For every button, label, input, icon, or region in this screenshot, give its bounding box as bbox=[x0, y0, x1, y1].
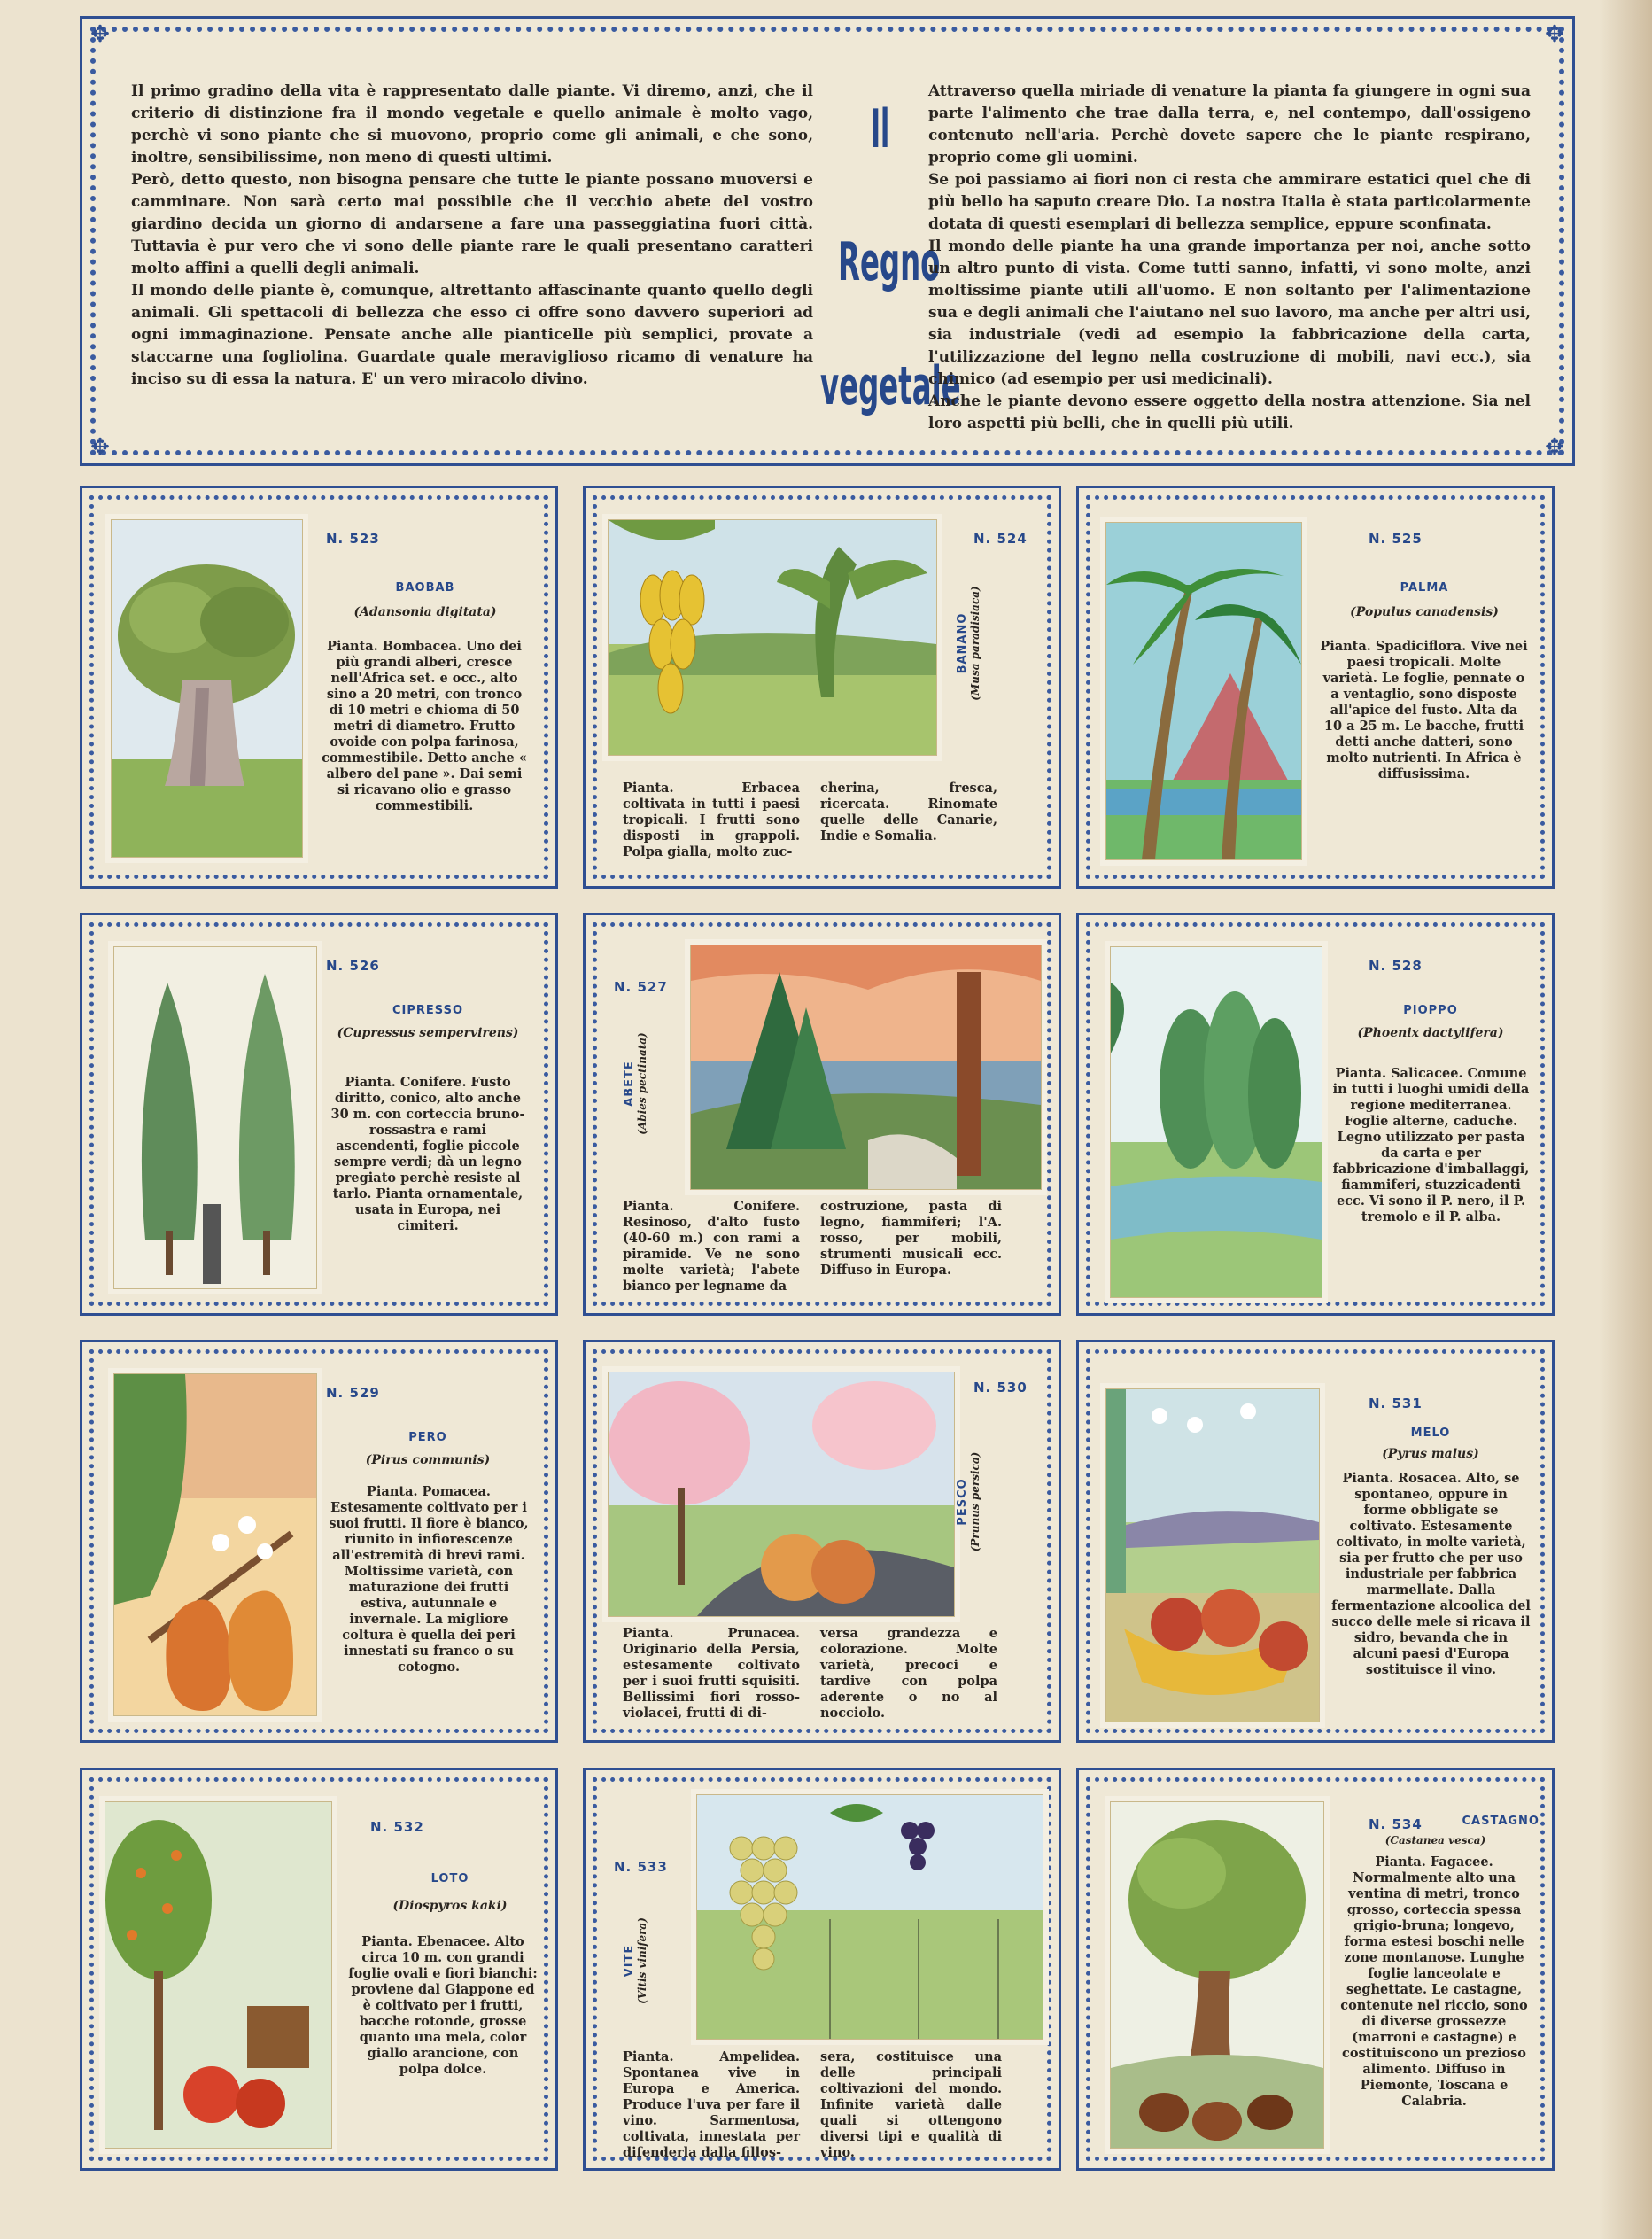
persimmon-illustration bbox=[105, 1801, 332, 2149]
page-title bbox=[820, 98, 961, 444]
sticker-card-pioppo bbox=[1076, 913, 1555, 1316]
plant-name: ABETE bbox=[623, 1061, 636, 1107]
sticker-card-castagno bbox=[1076, 1768, 1555, 2171]
grape-illustration bbox=[696, 1794, 1043, 2040]
intro-panel bbox=[80, 16, 1575, 466]
sticker-card-vite bbox=[583, 1768, 1061, 2171]
apple-illustration bbox=[1105, 1388, 1320, 1722]
sticker-card-pero bbox=[80, 1340, 558, 1743]
plant-description: Pianta. Erbacea coltivata in tutti i paesi tropicali. I frutti sono disposti in grappoli. Polpa gialla, molto zuc- bbox=[623, 781, 800, 859]
plant-latin-name: (Musa paradisiaca) bbox=[969, 586, 981, 701]
intro-paragraph: Però, detto questo, non bisogna pensare che tutte le piante possano muoversi e camminare. Non sarà certo mai possibile che il vecchio abete del vostro giardino decida un giorno di andarsene a fare una passeggiatina fuori città. Tuttavia è pur vero che vi sono delle piante rare le quali presentano caratteri molto affini a quelli degli animali. bbox=[131, 171, 813, 277]
palm-illustration bbox=[1105, 522, 1302, 860]
intro-paragraph: Il primo gradino della vita è rappresentato dalle piante. Vi diremo, anzi, che il criterio di distinzione fra il mondo vegetale e quello animale è molto vago, perchè vi sono piante che si muovono, proprio come gli animali, e che sono, inoltre, sensibilissime, non meno di questi ultimi. bbox=[131, 82, 813, 167]
plant-latin-name: (Pirus communis) bbox=[365, 1453, 491, 1467]
plant-description: Pianta. Ebenacee. Alto circa 10 m. con grandi foglie ovali e fiori bianchi: proviene dal Giappone ed è coltivato per i frutti, bacche rotonde, grosse quanto una mela, color giallo arancione, con polpa dolce. bbox=[348, 1934, 538, 2077]
banana-illustration bbox=[608, 519, 937, 756]
vertical-plant-label bbox=[623, 995, 648, 1172]
plant-description: Pianta. Fagacee. Normalmente alto una ventina di metri, tronco grosso, corteccia spessa grigio-bruna; longevo, forma estesi boschi nelle zone montanose. Lunghe foglie lanceolate e seghettate. Le castagne, contenute nel riccio, sono di diverse grossezze (marroni e castagne) e costituiscono un prezioso alimento. Diffuso in Piemonte, Toscana e Calabria. bbox=[1340, 1854, 1528, 2109]
title-line: Regno bbox=[838, 231, 941, 293]
card-number: N. 528 bbox=[1369, 958, 1423, 974]
sticker-card-pesco bbox=[583, 1340, 1061, 1743]
plant-latin-name: (Abies pectinata) bbox=[636, 1032, 648, 1135]
intro-paragraph: Attraverso quella miriade di venature la pianta fa giungere in ogni sua parte l'alimento che trae dalla terra, e, nel contempo, dall'ossigeno contenuto nell'aria. Perchè dovete sapere che le piante respirano, proprio come gli uomini. bbox=[928, 82, 1531, 167]
cypress-illustration bbox=[113, 946, 317, 1289]
card-number: N. 524 bbox=[973, 531, 1028, 547]
plant-latin-name: (Vitis vinifera) bbox=[636, 1917, 648, 2004]
plant-description-continued: versa grandezza e colorazione. Molte varietà, precoci e tardive con polpa aderente o no al nocciolo. bbox=[820, 1626, 997, 1721]
plant-name: BAOBAB bbox=[395, 581, 455, 595]
card-number: N. 531 bbox=[1369, 1395, 1423, 1411]
plant-latin-name: (Phoenix dactylifera) bbox=[1357, 1026, 1504, 1040]
plant-latin-name: (Prunus persica) bbox=[969, 1451, 981, 1552]
plant-name: CASTAGNO bbox=[1462, 1815, 1540, 1828]
plant-description: Pianta. Salicacee. Comune in tutti i luoghi umidi della regione mediterranea. Foglie alterne, caduche. Legno utilizzato per pasta da carta e per fabbricazione d'imballaggi, fiammiferi, stuzzicadenti ecc. Vi sono il P. nero, il P. tremolo e il P. alba. bbox=[1332, 1066, 1530, 1224]
chestnut-illustration bbox=[1110, 1801, 1324, 2149]
sticker-card-baobab bbox=[80, 486, 558, 889]
corner-ornament-icon: ✥ bbox=[90, 434, 110, 461]
card-number: N. 532 bbox=[370, 1819, 424, 1835]
plant-name: PALMA bbox=[1400, 581, 1449, 595]
card-number: N. 525 bbox=[1369, 531, 1423, 547]
plant-description: Pianta. Conifere. Fusto diritto, conico, alto anche 30 m. con corteccia bruno-rossastra e rami ascendenti, foglie piccole sempre verdi; dà un legno pregiato perchè resiste al tarlo. Pianta ornamentale, usata in Europa, nei cimiteri. bbox=[330, 1075, 525, 1233]
poplar-illustration bbox=[1110, 946, 1322, 1298]
plant-name: PERO bbox=[408, 1431, 447, 1444]
corner-ornament-icon: ✥ bbox=[1545, 434, 1564, 461]
plant-description: Pianta. Pomacea. Estesamente coltivato per i suoi frutti. Il fiore è bianco, riunito in infiorescenze all'estremità di brevi rami. Moltissime varietà, con maturazione dei frutti estiva, autunnale e invernale. La migliore coltura è quella dei peri innestati su franco o su cotogno. bbox=[329, 1484, 529, 1675]
peach-illustration bbox=[608, 1372, 955, 1617]
plant-latin-name: (Pyrus malus) bbox=[1382, 1447, 1479, 1461]
sticker-card-palma bbox=[1076, 486, 1555, 889]
plant-description-continued: cherina, fresca, ricercata. Rinomate quelle delle Canarie, Indie e Somalia. bbox=[820, 781, 997, 844]
plant-description-continued: sera, costituisce una delle principali coltivazioni del mondo. Infinite varietà dalle quali si ottengono diversi tipi e qualità di vino. bbox=[820, 2049, 1002, 2160]
intro-paragraph: Il mondo delle piante ha una grande importanza per noi, anche sotto un altro punto di vista. Come tutti sanno, infatti, vi sono molte, anzi moltissime piante utili all'uomo. E non soltanto per l'alimentazione sua e degli animali che l'aiutano nel suo lavoro, ma anche per altri usi, sia industriale (vedi ad esempio la fabbricazione della carta, l'utilizzazione del legno nella costruzione di mobili, navi ecc.), sia chimico (ad esempio per usi medicinali). bbox=[928, 237, 1531, 388]
pear-illustration bbox=[113, 1373, 317, 1716]
fir-illustration bbox=[690, 945, 1042, 1190]
sticker-card-loto bbox=[80, 1768, 558, 2171]
card-number: N. 527 bbox=[614, 979, 668, 995]
title-line: Il bbox=[871, 98, 890, 160]
corner-ornament-icon: ✥ bbox=[90, 21, 110, 48]
plant-name: LOTO bbox=[430, 1872, 469, 1885]
plant-name: VITE bbox=[623, 1944, 636, 1978]
plant-name: PIOPPO bbox=[1403, 1004, 1458, 1017]
intro-paragraph: Se poi passiamo ai fiori non ci resta che ammirare estatici quel che di più bello ha saputo creare Dio. La nostra Italia è stata particolarmente dotata di questi esemplari di bellezza semplice, eppure sconfinata. bbox=[928, 171, 1531, 233]
paper-edge-shadow bbox=[1599, 0, 1652, 2239]
sticker-card-cipresso bbox=[80, 913, 558, 1316]
intro-text-right bbox=[928, 81, 1531, 435]
plant-latin-name: (Adansonia digitata) bbox=[353, 605, 497, 619]
plant-latin-name: (Diospyros kaki) bbox=[392, 1899, 508, 1913]
plant-description: Pianta. Ampelidea. Spontanea vive in Europa e America. Produce l'uva per fare il vino. Sarmentosa, coltivata, innestata per difenderla dalla fillos- bbox=[623, 2049, 800, 2160]
card-number: N. 533 bbox=[614, 1859, 668, 1875]
plant-name: PESCO bbox=[956, 1478, 969, 1526]
card-number: N. 523 bbox=[326, 531, 380, 547]
vertical-plant-label bbox=[956, 559, 981, 727]
card-number: N. 530 bbox=[973, 1380, 1028, 1395]
title-line: vegetale bbox=[820, 355, 961, 417]
plant-name: MELO bbox=[1410, 1427, 1451, 1440]
sticker-card-banano bbox=[583, 486, 1061, 889]
plant-description: Pianta. Bombacea. Uno dei più grandi alberi, cresce nell'Africa set. e occ., alto sino a 20 metri, con tronco di 10 metri e chioma di 50 metri di diametro. Frutto ovoide con polpa farinosa, commestibile. Detto anche « albero del pane ». Dai semi si ricavano olio e grasso commestibili. bbox=[322, 639, 527, 813]
sticker-card-abete bbox=[583, 913, 1061, 1316]
card-number: N. 526 bbox=[326, 958, 380, 974]
plant-name: BANANO bbox=[956, 612, 969, 674]
intro-paragraph: Il mondo delle piante è, comunque, altrettanto affascinante quanto quello degli animali. Gli spettacoli di bellezza che esso ci offre sono davvero superiori ad ogni immaginazione. Pensate anche alle pianticelle più semplici, provate a staccarne una fogliolina. Guardate quale meraviglioso ricamo di venature ha inciso su di essa la natura. E' un vero miracolo divino. bbox=[131, 282, 813, 388]
plant-description: Pianta. Rosacea. Alto, se spontaneo, oppure in forme obbligate se coltivato. Estesamente coltivato, in molte varietà, sia per frutto che per uso industriale per fabbrica marmellate. Dalla fermentazione alcoolica del succo delle mele si ricava il sidro, bevanda che in alcuni paesi d'Europa sostituisce il vino. bbox=[1331, 1471, 1531, 1677]
card-number: N. 529 bbox=[326, 1385, 380, 1401]
intro-paragraph: Anche le piante devono essere oggetto della nostra attenzione. Sia nel loro aspetti più belli, che in quelli più utili. bbox=[928, 393, 1531, 432]
plant-description: Pianta. Conifere. Resinoso, d'alto fusto (40-60 m.) con rami a piramide. Ve ne sono molte varietà; l'abete bianco per legname da bbox=[623, 1199, 800, 1294]
sticker-card-melo bbox=[1076, 1340, 1555, 1743]
card-number: N. 534 bbox=[1369, 1816, 1423, 1832]
baobab-illustration bbox=[111, 519, 303, 858]
plant-name: CIPRESSO bbox=[392, 1004, 463, 1017]
plant-latin-name: (Castanea vesca) bbox=[1384, 1834, 1486, 1846]
plant-latin-name: (Cupressus sempervirens) bbox=[337, 1026, 519, 1040]
corner-ornament-icon: ✥ bbox=[1545, 21, 1564, 48]
plant-description: Pianta. Prunacea. Originario della Persia, estesamente coltivato per i suoi frutti squisiti. Bellissimi fiori rosso-violacei, frutti di di- bbox=[623, 1626, 800, 1721]
plant-description: Pianta. Spadiciflora. Vive nei paesi tropicali. Molte varietà. Le foglie, pennate o a ventaglio, sono disposte all'apice del fusto. Alta da 10 a 25 m. Le bacche, frutti detti anche datteri, sono molto nutrienti. In Africa è diffusissima. bbox=[1320, 639, 1528, 781]
plant-latin-name: (Populus canadensis) bbox=[1350, 605, 1499, 619]
plant-description-continued: costruzione, pasta di legno, fiammiferi; l'A. rosso, per mobili, strumenti musicali ecc. Diffuso in Europa. bbox=[820, 1199, 1002, 1278]
vertical-plant-label bbox=[623, 1894, 648, 2027]
vertical-plant-label bbox=[956, 1404, 981, 1599]
intro-text-left bbox=[131, 81, 813, 391]
